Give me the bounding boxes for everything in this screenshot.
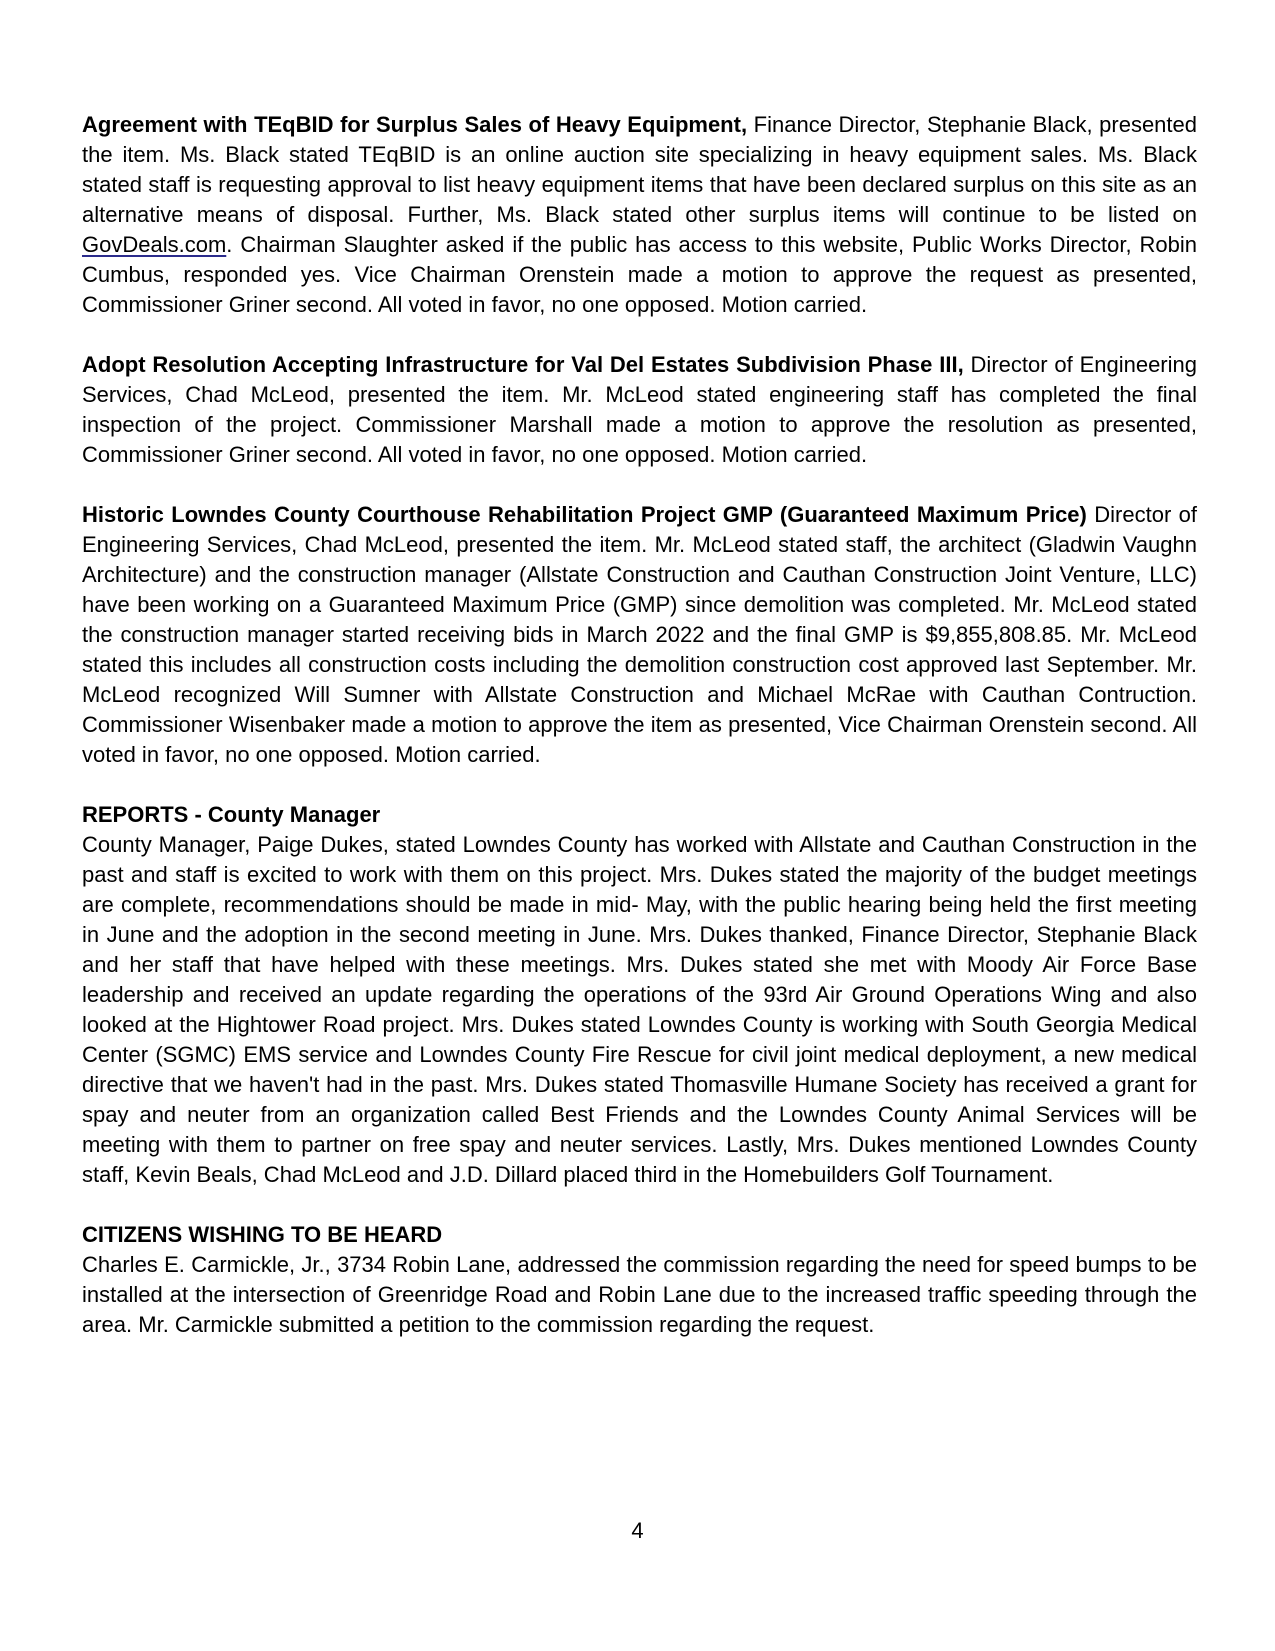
paragraph-agreement-teqbid xyxy=(82,110,1197,320)
paragraph-bold-lead: Historic Lowndes County Courthouse Rehabilitation Project GMP (Guaranteed Maximum Price) xyxy=(82,502,1087,527)
paragraph-courthouse-gmp xyxy=(82,500,1197,770)
paragraph-county-manager-report: County Manager, Paige Dukes, stated Lowndes County has worked with Allstate and Cauthan Construction in the past and staff is excited to work with them on this project. Mrs. Dukes stated the majority of the budget meetings are complete, recommendations should be made in mid- May, with the public hearing being held the first meeting in June and the adoption in the second meeting in June. Mrs. Dukes thanked, Finance Director, Stephanie Black and her staff that have helped with these meetings. Mrs. Dukes stated she met with Moody Air Force Base leadership and received an update regarding the operations of the 93rd Air Ground Operations Wing and also looked at the Hightower Road project. Mrs. Dukes stated Lowndes County is working with South Georgia Medical Center (SGMC) EMS service and Lowndes County Fire Rescue for civil joint medical deployment, a new medical directive that we haven't had in the past. Mrs. Dukes stated Thomasville Humane Society has received a grant for spay and neuter from an organization called Best Friends and the Lowndes County Animal Services will be meeting with them to partner on free spay and neuter services. Lastly, Mrs. Dukes mentioned Lowndes County staff, Kevin Beals, Chad McLeod and J.D. Dillard placed third in the Homebuilders Golf Tournament. xyxy=(82,832,1197,1187)
heading-reports-county-manager: REPORTS - County Manager xyxy=(82,802,381,827)
paragraph-val-del-resolution xyxy=(82,350,1197,470)
paragraph-body-text: Finance Director, Stephanie Black, presented the item. Ms. Black stated TEqBID is an online auction site specializing in heavy equipment sales. Ms. Black stated staff is requesting approval to list heavy equipment items that have been declared surplus on this site as an alternative means of disposal. Further, Ms. Black stated other surplus items will continue to be listed on xyxy=(82,112,1197,227)
page-number: 4 xyxy=(631,1518,644,1543)
heading-citizens-wishing-to-be-heard: CITIZENS WISHING TO BE HEARD xyxy=(82,1222,443,1247)
paragraph-citizens-heard: Charles E. Carmickle, Jr., 3734 Robin Lane, addressed the commission regarding the need for speed bumps to be installed at the intersection of Greenridge Road and Robin Lane due to the increased traffic speeding through the area. Mr. Carmickle submitted a petition to the commission regarding the request. xyxy=(82,1252,1197,1337)
paragraph-body-text: Director of Engineering Services, Chad McLeod, presented the item. Mr. McLeod stated staff, the architect (Gladwin Vaughn Architecture) and the construction manager (Allstate Construction and Cauthan Construction Joint Venture, LLC) have been working on a Guaranteed Maximum Price (GMP) since demolition was completed. Mr. McLeod stated the construction manager started receiving bids in March 2022 and the final GMP is $9,855,808.85. Mr. McLeod stated this includes all construction costs including the demolition construction cost approved last September. Mr. McLeod recognized Will Sumner with Allstate Construction and Michael McRae with Cauthan Contruction. Commissioner Wisenbaker made a motion to approve the item as presented, Vice Chairman Orenstein second. All voted in favor, no one opposed. Motion carried. xyxy=(82,502,1198,767)
paragraph-bold-lead: Agreement with TEqBID for Surplus Sales of Heavy Equipment, xyxy=(82,112,748,137)
paragraph-body-text: . Chairman Slaughter asked if the public has access to this website, Public Works Director, Robin Cumbus, responded yes. Vice Chairman Orenstein made a motion to approve the request as presented, Commissioner Griner second. All voted in favor, no one opposed. Motion carried. xyxy=(82,232,1197,317)
govdeals-link[interactable]: GovDeals.com xyxy=(82,232,227,257)
paragraph-bold-lead: Adopt Resolution Accepting Infrastructure for Val Del Estates Subdivision Phase III, xyxy=(82,352,964,377)
paragraph-body-text: Director of Engineering Services, Chad McLeod, presented the item. Mr. McLeod stated engineering staff has completed the final inspection of the project. Commissioner Marshall made a motion to approve the resolution as presented, Commissioner Griner second. All voted in favor, no one opposed. Motion carried. xyxy=(82,352,1197,467)
